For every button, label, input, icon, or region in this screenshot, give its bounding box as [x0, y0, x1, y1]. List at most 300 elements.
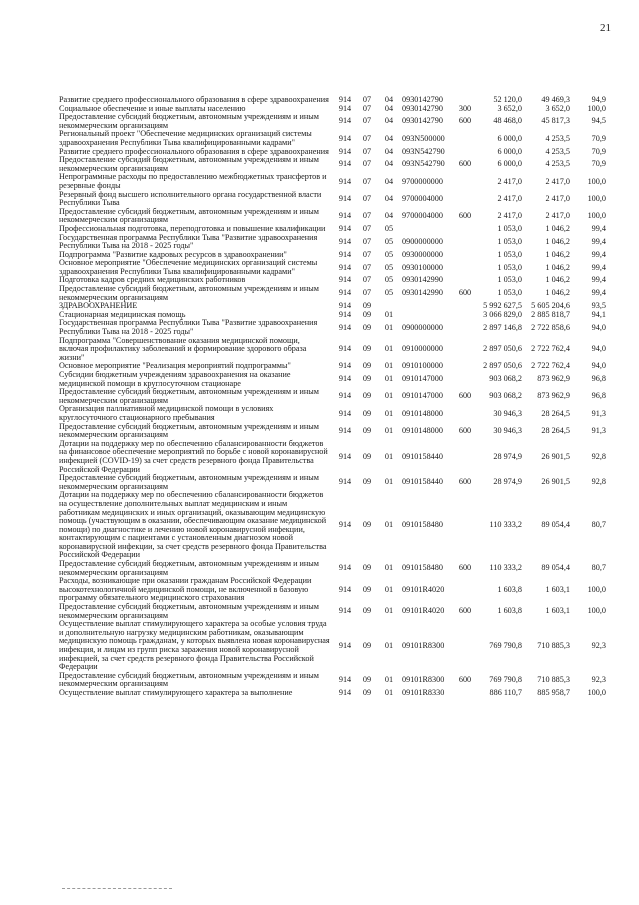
- cell-pct: 80,7: [591, 563, 606, 573]
- cell-ved: 914: [338, 425, 352, 435]
- cell-csr: 0910158480: [402, 520, 443, 530]
- cell-name: Предоставление субсидий бюджетным, автономным учреждениям и иным некоммерческим организациям: [59, 602, 319, 620]
- cell-vr: [456, 440, 474, 474]
- cell-ved: 914: [338, 103, 352, 113]
- cell-plan: 2 417,0: [497, 211, 522, 221]
- cell-pct: 70,9: [591, 159, 606, 169]
- cell-name: Государственная программа Республики Тыва "Развитие здравоохранения Республики Тыва на 2018 - 2025 годы": [59, 232, 318, 251]
- cell-name: Предоставление субсидий бюджетным, автономным учреждениям и иным некоммерческим организациям: [59, 670, 319, 689]
- cell-fact: 2 417,0: [545, 211, 570, 221]
- cell-rz: 09: [362, 640, 372, 650]
- cell-plan: 5 992 627,5: [483, 301, 522, 311]
- table-row: [59, 440, 606, 474]
- cell-ved: 914: [338, 262, 352, 272]
- cell-pr: 01: [384, 408, 394, 418]
- cell-rz: 07: [362, 116, 372, 126]
- cell-plan: 1 603,8: [497, 584, 522, 594]
- table-row: [59, 371, 606, 388]
- cell-csr: 9700004000: [402, 211, 443, 221]
- cell-pct: 99,4: [591, 288, 606, 298]
- cell-pct: 100,0: [587, 103, 606, 113]
- cell-rz: 09: [362, 361, 372, 371]
- cell-rz: 09: [362, 408, 372, 418]
- cell-pct: 94,0: [591, 344, 606, 354]
- cell-rz: 07: [362, 275, 372, 285]
- cell-plan: 1 603,8: [497, 606, 522, 616]
- table-row: [59, 577, 606, 603]
- table-row: [59, 259, 606, 276]
- cell-plan: 28 974,9: [493, 477, 522, 487]
- cell-rz: 09: [362, 451, 372, 461]
- cell-vr: [456, 371, 474, 388]
- cell-plan: 769 790,8: [489, 675, 522, 685]
- cell-rz: 09: [362, 309, 372, 319]
- cell-pr: 04: [384, 159, 394, 169]
- cell-fact: 710 885,3: [537, 640, 570, 650]
- cell-csr: 09101R8300: [402, 675, 445, 685]
- table-row: [59, 474, 606, 491]
- cell-fact: 28 264,5: [541, 425, 570, 435]
- cell-ved: 914: [338, 193, 352, 203]
- cell-fact: 1 046,2: [545, 275, 570, 285]
- cell-vr: [456, 251, 474, 260]
- cell-csr: 0910148000: [402, 425, 443, 435]
- cell-pr: 04: [384, 146, 394, 156]
- cell-plan: 28 974,9: [493, 451, 522, 461]
- cell-vr: [456, 191, 474, 208]
- cell-pr: 01: [384, 675, 394, 685]
- table-row: [59, 130, 606, 147]
- cell-name: Расходы, возникающие при оказании гражданам Российской Федерации высокотехнологичной медицинской помощи, не включенной в базовую программу обязательного медицинского страхования: [59, 576, 312, 603]
- cell-ved: 914: [338, 288, 352, 298]
- cell-plan: 6 000,0: [497, 133, 522, 143]
- cell-vr: [456, 311, 474, 320]
- cell-name: Профессиональная подготовка, переподготовка и повышение квалификации: [59, 223, 326, 233]
- cell-vr: [456, 234, 474, 251]
- cell-pr: 04: [384, 95, 394, 104]
- cell-plan: 110 333,2: [489, 520, 522, 530]
- cell-rz: 07: [362, 262, 372, 272]
- cell-plan: 1 053,0: [497, 236, 522, 246]
- cell-fact: 4 253,5: [545, 133, 570, 143]
- cell-pr: 01: [384, 477, 394, 487]
- cell-vr: [456, 577, 474, 603]
- cell-pct: 99,4: [591, 249, 606, 259]
- cell-pct: 91,3: [591, 408, 606, 418]
- cell-vr: 600: [458, 159, 472, 169]
- cell-name: Предоставление субсидий бюджетным, автономным учреждениям и иным некоммерческим организациям: [59, 387, 319, 405]
- table-row: [59, 285, 606, 302]
- cell-pr: 01: [384, 563, 394, 573]
- cell-rz: 09: [362, 520, 372, 530]
- cell-pr: 05: [384, 262, 394, 272]
- cell-rz: 07: [362, 95, 372, 104]
- cell-plan: 903 068,2: [489, 374, 522, 384]
- cell-vr: [456, 225, 474, 234]
- cell-pct: 91,3: [591, 425, 606, 435]
- cell-csr: 09101R8300: [402, 640, 445, 650]
- cell-fact: 26 901,5: [541, 451, 570, 461]
- cell-csr: 0930000000: [402, 249, 443, 259]
- cell-ved: 914: [338, 275, 352, 285]
- cell-rz: 09: [362, 584, 372, 594]
- cell-pct: 99,4: [591, 262, 606, 272]
- cell-pct: 100,0: [587, 176, 606, 186]
- cell-pct: 94,0: [591, 361, 606, 371]
- table-row: [59, 603, 606, 620]
- cell-pr: 01: [384, 344, 394, 354]
- cell-vr: [456, 337, 474, 363]
- cell-fact: 2 417,0: [545, 176, 570, 186]
- cell-ved: 914: [338, 223, 352, 233]
- cell-ved: 914: [338, 146, 352, 156]
- cell-vr: [456, 259, 474, 276]
- cell-fact: 873 962,9: [537, 374, 570, 384]
- cell-ved: 914: [338, 344, 352, 354]
- cell-name: Развитие среднего профессионального образования в сфере здравоохранения: [59, 95, 329, 104]
- cell-fact: 4 253,5: [545, 159, 570, 169]
- cell-fact: 49 469,3: [541, 95, 570, 104]
- cell-csr: 0930142790: [402, 116, 443, 126]
- cell-pr: 04: [384, 193, 394, 203]
- cell-pct: 100,0: [587, 193, 606, 203]
- table-row: [59, 491, 606, 560]
- cell-ved: 914: [338, 584, 352, 594]
- cell-fact: 710 885,3: [537, 675, 570, 685]
- cell-name: Подготовка кадров средних медицинских работников: [59, 275, 246, 285]
- cell-pr: 05: [384, 236, 394, 246]
- cell-vr: [456, 148, 474, 157]
- cell-pr: 04: [384, 103, 394, 113]
- cell-name: Дотации на поддержку мер по обеспечению сбалансированности бюджетов на финансовое обеспечение мероприятий по борьбе с новой коронавирусной инфекцией (COVID-19) за счет средств резервного фонда Правительства Российской Федерации: [59, 438, 328, 474]
- cell-fact: 5 605 204,6: [531, 301, 570, 311]
- cell-plan: 886 110,7: [489, 687, 522, 697]
- cell-vr: 600: [458, 391, 472, 401]
- table-row: [59, 173, 606, 190]
- table-row: [59, 689, 606, 698]
- cell-fact: 89 054,4: [541, 563, 570, 573]
- cell-plan: 2 417,0: [497, 193, 522, 203]
- table-row: [59, 208, 606, 225]
- cell-name: Региональный проект "Обеспечение медицинских организаций системы здравоохранения Республики Тыва квалифицированными кадрами": [59, 129, 312, 147]
- cell-csr: [400, 311, 456, 320]
- cell-plan: 1 053,0: [497, 288, 522, 298]
- cell-pr: 01: [384, 606, 394, 616]
- cell-vr: [456, 319, 474, 336]
- cell-name: Предоставление субсидий бюджетным, автономным учреждениям и иным некоммерческим организациям: [59, 155, 319, 173]
- cell-ved: 914: [338, 95, 352, 104]
- footer-rule: [62, 888, 172, 889]
- cell-name: Развитие среднего профессионального образования в сфере здравоохранения: [59, 146, 329, 156]
- cell-vr: 600: [458, 288, 472, 298]
- cell-rz: 09: [362, 301, 372, 311]
- cell-rz: 07: [362, 103, 372, 113]
- cell-pct: 96,8: [591, 374, 606, 384]
- table-row: [59, 191, 606, 208]
- cell-plan: 3 652,0: [497, 103, 522, 113]
- cell-vr: [456, 302, 474, 311]
- cell-pr: 04: [384, 116, 394, 126]
- cell-name: Дотации на поддержку мер по обеспечению сбалансированности бюджетов на осуществление дополнительных выплат медицинским и иным работникам медицинских и иных организаций, оказывающим медицинскую помощь (участвующим в оказании, обеспечивающим оказание медицинской помощи) по диагностике и лечению новой коронавирусной инфекции, контактирующим с пациентами с установленным диагнозом новой коронавирусной инфекции, за счет средств резервного фонда Правительства Российской Федерации: [59, 490, 327, 560]
- cell-csr: 0910000000: [402, 344, 443, 354]
- cell-pct: 92,8: [591, 477, 606, 487]
- cell-vr: [456, 689, 474, 698]
- cell-pct: 99,4: [591, 275, 606, 285]
- cell-csr: 0910158440: [402, 451, 443, 461]
- cell-csr: [400, 225, 456, 234]
- cell-ved: 914: [338, 116, 352, 126]
- cell-pr: 05: [384, 288, 394, 298]
- cell-name: Организация паллиативной медицинской помощи в условиях круглосуточного стационарного пребывания: [59, 404, 274, 422]
- cell-pct: 92,8: [591, 451, 606, 461]
- cell-name: Предоставление субсидий бюджетным, автономным учреждениям и иным некоммерческим организациям: [59, 112, 319, 130]
- cell-csr: 0900000000: [402, 322, 443, 332]
- cell-pr: 01: [384, 361, 394, 371]
- budget-table: [59, 96, 606, 698]
- cell-rz: 09: [362, 344, 372, 354]
- cell-csr: 0930100000: [402, 262, 443, 272]
- cell-pr: 01: [384, 520, 394, 530]
- cell-csr: 093N500000: [402, 133, 445, 143]
- cell-rz: 09: [362, 374, 372, 384]
- table-row: [59, 405, 606, 422]
- cell-vr: [456, 173, 474, 190]
- cell-pct: 94,5: [591, 116, 606, 126]
- cell-name: Предоставление субсидий бюджетным, автономным учреждениям и иным некоммерческим организациям: [59, 284, 319, 302]
- cell-pct: 99,4: [591, 236, 606, 246]
- cell-vr: [456, 130, 474, 147]
- cell-pct: 80,7: [591, 520, 606, 530]
- cell-rz: 07: [362, 133, 372, 143]
- cell-pr: 05: [384, 223, 394, 233]
- cell-name: Предоставление субсидий бюджетным, автономным учреждениям и иным некоммерческим организациям: [59, 559, 319, 577]
- page-number: 21: [600, 22, 611, 34]
- cell-pr: 01: [384, 374, 394, 384]
- cell-rz: 07: [362, 249, 372, 259]
- cell-fact: 3 652,0: [545, 103, 570, 113]
- cell-fact: 1 046,2: [545, 249, 570, 259]
- table-row: [59, 560, 606, 577]
- cell-csr: 09101R8330: [402, 687, 445, 697]
- table-row: [59, 156, 606, 173]
- cell-ved: 914: [338, 176, 352, 186]
- cell-fact: 885 958,7: [537, 687, 570, 697]
- cell-name: Предоставление субсидий бюджетным, автономным учреждениям и иным некоммерческим организациям: [59, 421, 319, 440]
- cell-fact: 1 603,1: [545, 584, 570, 594]
- cell-csr: 0910158440: [402, 477, 443, 487]
- cell-ved: 914: [338, 133, 352, 143]
- cell-name: Предоставление субсидий бюджетным, автономным учреждениям и иным некоммерческим организациям: [59, 473, 319, 491]
- cell-vr: 600: [458, 477, 472, 487]
- cell-vr: 600: [458, 211, 472, 221]
- cell-csr: 0930142790: [402, 103, 443, 113]
- cell-name: Государственная программа Республики Тыва "Развитие здравоохранения Республики Тыва на 2018 - 2025 годы": [59, 318, 318, 337]
- cell-plan: 2 417,0: [497, 176, 522, 186]
- cell-rz: 09: [362, 477, 372, 487]
- cell-pr: 01: [384, 309, 394, 319]
- cell-fact: 28 264,5: [541, 408, 570, 418]
- cell-rz: 09: [362, 563, 372, 573]
- cell-ved: 914: [338, 236, 352, 246]
- cell-pct: 93,5: [591, 301, 606, 311]
- cell-vr: [456, 362, 474, 371]
- cell-plan: 2 897 050,6: [483, 344, 522, 354]
- cell-fact: 2 885 818,7: [531, 309, 570, 319]
- cell-csr: 0900000000: [402, 236, 443, 246]
- cell-vr: 300: [458, 103, 472, 113]
- table-row: [59, 423, 606, 440]
- cell-csr: 0930142990: [402, 288, 443, 298]
- cell-ved: 914: [338, 520, 352, 530]
- cell-rz: 09: [362, 322, 372, 332]
- cell-csr: 0910147000: [402, 374, 443, 384]
- cell-ved: 914: [338, 159, 352, 169]
- cell-rz: 07: [362, 211, 372, 221]
- cell-vr: 600: [458, 563, 472, 573]
- cell-plan: 3 066 829,0: [483, 309, 522, 319]
- cell-csr: 09101R4020: [402, 584, 445, 594]
- cell-plan: 30 946,3: [493, 425, 522, 435]
- cell-csr: 0910158480: [402, 563, 443, 573]
- cell-fact: 89 054,4: [541, 520, 570, 530]
- cell-vr: [456, 276, 474, 285]
- cell-pr: 05: [384, 249, 394, 259]
- cell-pr: 01: [384, 584, 394, 594]
- table-row: [59, 672, 606, 689]
- cell-csr: 9700004000: [402, 193, 443, 203]
- cell-pr: 05: [384, 275, 394, 285]
- cell-pr: 01: [384, 687, 394, 697]
- cell-ved: 914: [338, 687, 352, 697]
- cell-pr: 01: [384, 425, 394, 435]
- cell-ved: 914: [338, 563, 352, 573]
- cell-vr: 600: [458, 675, 472, 685]
- cell-fact: 1 046,2: [545, 236, 570, 246]
- cell-name: Резервный фонд высшего исполнительного органа государственной власти Республики Тыва: [59, 189, 322, 208]
- cell-plan: 110 333,2: [489, 563, 522, 573]
- cell-name: Субсидии бюджетным учреждениям здравоохранения на оказание медицинской помощи в круглосуточном стационаре: [59, 370, 291, 388]
- cell-fact: 26 901,5: [541, 477, 570, 487]
- cell-fact: 2 722 762,4: [531, 344, 570, 354]
- cell-plan: 769 790,8: [489, 640, 522, 650]
- cell-fact: 2 417,0: [545, 193, 570, 203]
- cell-vr: 600: [458, 606, 472, 616]
- cell-csr: [400, 302, 456, 311]
- cell-ved: 914: [338, 640, 352, 650]
- cell-csr: 09101R4020: [402, 606, 445, 616]
- cell-ved: 914: [338, 322, 352, 332]
- cell-pct: 94,9: [591, 95, 606, 104]
- cell-name: Стационарная медицинская помощь: [59, 309, 186, 319]
- cell-pct: 100,0: [587, 606, 606, 616]
- cell-csr: 0910100000: [402, 361, 443, 371]
- cell-plan: 2 897 050,6: [483, 361, 522, 371]
- cell-pr: 01: [384, 322, 394, 332]
- cell-csr: 0910147000: [402, 391, 443, 401]
- cell-ved: 914: [338, 391, 352, 401]
- cell-vr: 600: [458, 116, 472, 126]
- cell-name: Непрограммные расходы по предоставлению межбюджетных трансфертов и резервные фонды: [59, 172, 327, 190]
- cell-fact: 2 722 762,4: [531, 361, 570, 371]
- cell-pct: 100,0: [587, 584, 606, 594]
- cell-plan: 30 946,3: [493, 408, 522, 418]
- cell-rz: 07: [362, 223, 372, 233]
- cell-plan: 1 053,0: [497, 249, 522, 259]
- cell-ved: 914: [338, 675, 352, 685]
- cell-name: Подпрограмма "Развитие кадровых ресурсов в здравоохранении": [59, 249, 287, 259]
- cell-plan: 1 053,0: [497, 262, 522, 272]
- cell-ved: 914: [338, 606, 352, 616]
- cell-rz: 07: [362, 176, 372, 186]
- cell-rz: 09: [362, 425, 372, 435]
- table-row: [59, 113, 606, 130]
- cell-ved: 914: [338, 477, 352, 487]
- cell-rz: 09: [362, 675, 372, 685]
- cell-ved: 914: [338, 361, 352, 371]
- cell-pct: 92,3: [591, 640, 606, 650]
- cell-plan: 48 468,0: [493, 116, 522, 126]
- cell-name: Предоставление субсидий бюджетным, автономным учреждениям и иным некоммерческим организациям: [59, 206, 319, 225]
- cell-pr: 04: [384, 176, 394, 186]
- cell-rz: 09: [362, 391, 372, 401]
- cell-rz: 07: [362, 159, 372, 169]
- cell-fact: 1 046,2: [545, 288, 570, 298]
- cell-rz: 09: [362, 687, 372, 697]
- cell-pct: 94,1: [591, 309, 606, 319]
- cell-rz: 07: [362, 236, 372, 246]
- cell-csr: 093N542790: [402, 159, 445, 169]
- cell-pr: 01: [384, 451, 394, 461]
- table-row: [59, 388, 606, 405]
- cell-ved: 914: [338, 249, 352, 259]
- cell-csr: 0930142990: [402, 275, 443, 285]
- table-row: [59, 620, 606, 672]
- cell-plan: 6 000,0: [497, 159, 522, 169]
- cell-pct: 92,3: [591, 675, 606, 685]
- table-row: [59, 337, 606, 363]
- cell-pct: 96,8: [591, 391, 606, 401]
- cell-fact: 1 046,2: [545, 262, 570, 272]
- cell-rz: 07: [362, 288, 372, 298]
- cell-pct: 99,4: [591, 223, 606, 233]
- cell-pct: 70,9: [591, 146, 606, 156]
- cell-fact: 2 722 858,6: [531, 322, 570, 332]
- cell-plan: 6 000,0: [497, 146, 522, 156]
- cell-pct: 94,0: [591, 322, 606, 332]
- cell-pr: 01: [384, 640, 394, 650]
- cell-csr: 093N542790: [402, 146, 445, 156]
- cell-fact: 873 962,9: [537, 391, 570, 401]
- cell-fact: 4 253,5: [545, 146, 570, 156]
- cell-name: Осуществление выплат стимулирующего характера за особые условия труда и дополнительную нагрузку медицинским работникам, оказывающим медицинскую помощь гражданам, у которых выявлена новая коронавирусная инфекция, и лицам из групп риска заражения новой коронавирусной инфекцией, за счет средств резервного фонда Правительства Российской Федерации: [59, 619, 330, 672]
- cell-pct: 70,9: [591, 133, 606, 143]
- cell-name: ЗДРАВООХРАНЕНИЕ: [59, 301, 138, 311]
- cell-pr: 01: [384, 391, 394, 401]
- cell-vr: [456, 405, 474, 422]
- cell-plan: 52 120,0: [493, 95, 522, 104]
- cell-vr: [456, 491, 474, 560]
- cell-plan: 2 897 146,8: [483, 322, 522, 332]
- cell-ved: 914: [338, 374, 352, 384]
- cell-rz: 07: [362, 193, 372, 203]
- cell-pr: 04: [384, 133, 394, 143]
- cell-fact: 1 046,2: [545, 223, 570, 233]
- cell-ved: 914: [338, 301, 352, 311]
- cell-pct: 100,0: [587, 687, 606, 697]
- cell-csr: 9700000000: [402, 176, 443, 186]
- cell-fact: 1 603,1: [545, 606, 570, 616]
- cell-fact: 45 817,3: [541, 116, 570, 126]
